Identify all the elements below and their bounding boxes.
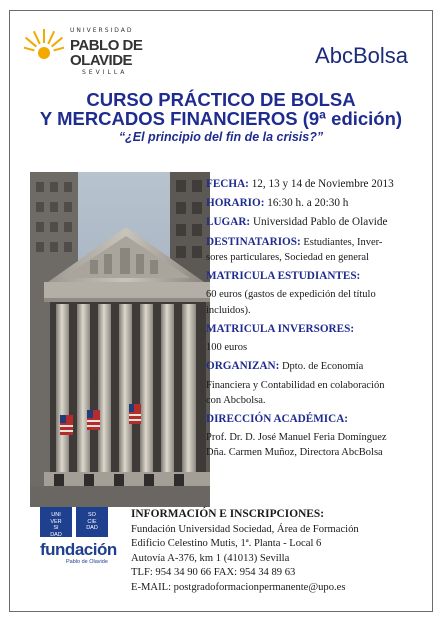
lugar-row xyxy=(206,214,421,230)
organizan-row xyxy=(206,358,421,374)
abcbolsa-brand: AbcBolsa xyxy=(315,43,408,68)
organizan-value1: Dpto. de Economía xyxy=(279,361,364,373)
direccion-value1: Prof. Dr. D. José Manuel Feria Domínguez xyxy=(206,432,387,444)
universidad-square xyxy=(40,507,72,537)
organizan-value3: con Abcbolsa. xyxy=(206,394,266,406)
matricula-estudiantes-label: MATRICULA ESTUDIANTES: xyxy=(206,270,361,283)
direccion-value2: Dña. Carmen Muñoz, Directora AbcBolsa xyxy=(206,447,383,459)
logo-city-text: SEVILLA xyxy=(82,69,128,76)
sq1-line4: DAD xyxy=(50,531,62,538)
course-info-panel xyxy=(206,176,421,461)
destinatarios-value2: sores particulares, Sociedad en general xyxy=(206,251,369,263)
direccion-label: DIRECCIÓN ACADÉMICA: xyxy=(206,412,349,425)
logo-name-line2: OLAVIDE xyxy=(70,52,133,69)
fecha-row xyxy=(206,176,421,192)
destinatarios-label: DESTINATARIOS: xyxy=(206,235,301,248)
fundacion-subtitle: Pablo de Olavide xyxy=(66,559,108,565)
lugar-label: LUGAR: xyxy=(206,216,251,229)
stock-exchange-photo xyxy=(30,172,210,507)
contact-line1: Fundación Universidad Sociedad, Área de Formación xyxy=(131,523,359,535)
logo-top-text: UNIVERSIDAD xyxy=(70,27,134,34)
sq2-line1: SO xyxy=(88,512,96,518)
matricula-estudiantes-value1: 60 euros (gastos de expedición del título xyxy=(206,289,376,301)
contact-email: E-MAIL: postgradoformacionpermanente@upo.es xyxy=(131,581,346,593)
destinatarios-row xyxy=(206,234,421,250)
course-subtitle: “¿El principio del fin de la crisis?” xyxy=(118,130,324,144)
university-logo xyxy=(24,25,148,85)
fundacion-wordmark: fundación xyxy=(40,540,117,559)
course-title-line2: Y MERCADOS FINANCIEROS (9ª edición) xyxy=(39,108,403,129)
sq2-line2: CIE xyxy=(87,518,97,525)
organizan-label: ORGANIZAN: xyxy=(206,360,280,373)
horario-value: 16:30 h. a 20:30 h xyxy=(264,197,349,210)
fundacion-logo xyxy=(40,507,140,577)
lugar-value: Universidad Pablo de Olavide xyxy=(250,216,388,229)
sq1-line2: VER xyxy=(50,518,62,525)
contact-heading: INFORMACIÓN E INSCRIPCIONES: xyxy=(131,508,325,520)
course-title-line1: CURSO PRÁCTICO DE BOLSA xyxy=(86,89,356,110)
sq2-line3: DAD xyxy=(86,525,98,531)
horario-row xyxy=(206,195,421,211)
matricula-inversores-label: MATRICULA INVERSORES: xyxy=(206,322,355,335)
contact-phone-fax: TLF: 954 34 90 66 FAX: 954 34 89 63 xyxy=(131,567,296,579)
fecha-value: 12, 13 y 14 de Noviembre 2013 xyxy=(248,178,394,190)
matricula-estudiantes-value2: incluidos). xyxy=(206,304,251,316)
destinatarios-value1: Estudiantes, Inver- xyxy=(300,236,383,248)
sociedad-square xyxy=(76,507,108,537)
poster xyxy=(9,10,433,612)
contact-line2: Edificio Celestino Mutis, 1ª. Planta - Local 6 xyxy=(131,538,322,550)
contact-line3: Autovía A-376, km 1 (41013) Sevilla xyxy=(131,552,290,564)
logo-name-line1: PABLO DE xyxy=(70,37,143,54)
sq1-line1: UNI xyxy=(51,512,61,518)
sq1-line3: SI xyxy=(53,525,59,531)
contact-block xyxy=(131,507,431,595)
fecha-label: FECHA: xyxy=(206,178,249,190)
sun-emblem-icon xyxy=(24,27,64,67)
matricula-inversores-value: 100 euros xyxy=(206,342,248,354)
horario-label: HORARIO: xyxy=(206,197,265,210)
organizan-value2: Financiera y Contabilidad en colaboración xyxy=(206,379,385,391)
